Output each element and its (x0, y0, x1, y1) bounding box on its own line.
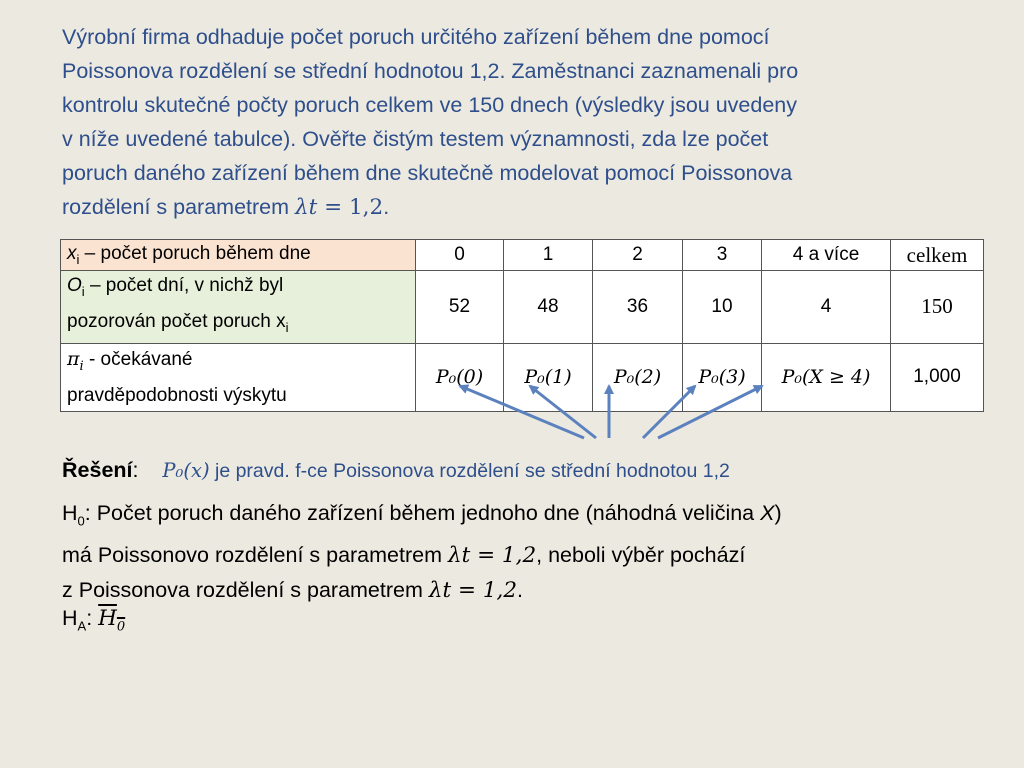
null-hypothesis (62, 496, 992, 608)
table-cell: 52 (416, 271, 504, 344)
h0-var-x: X (760, 501, 775, 525)
pi-label: - očekávané (83, 348, 193, 370)
probability-cell: P₀(0) (416, 343, 504, 412)
table-cell: 1 (504, 240, 593, 271)
problem-line-4: v níže uvedené tabulce). Ověřte čistým testem významnosti, zda lze počet (62, 127, 769, 151)
solution-title: Řešení (62, 458, 133, 482)
h0-line-3-end: . (517, 578, 524, 603)
h0-line-1-end: ) (774, 501, 782, 525)
equals-value: = 1,2 (317, 195, 384, 220)
arrow-to-p0-4 (658, 386, 762, 438)
h0-line-3-math: λt = 1,2 (428, 578, 518, 604)
solution-description: je pravd. f-ce Poissonova rozdělení se střední hodnotou 1,2 (209, 460, 730, 482)
oi-sub: i (81, 283, 85, 299)
solution-colon: : (132, 458, 139, 482)
lambda-t-math: λt (295, 195, 318, 220)
oi-label: – počet dní, v nichž byl (84, 275, 284, 296)
h0-line-2-text: má Poissonovo rozdělení s parametrem (62, 543, 448, 568)
h0-label: H (62, 501, 78, 525)
alternative-hypothesis (62, 606, 125, 634)
h0-line-2-math: λt = 1,2 (447, 543, 537, 569)
probability-cell: P₀(3) (683, 343, 762, 412)
xi-label: – počet poruch během dne (79, 243, 311, 265)
h0-label-sub: 0 (77, 513, 85, 529)
arrow-to-p0-3 (643, 386, 695, 438)
solution-row (62, 458, 730, 483)
xi-sub: i (76, 251, 80, 267)
table-cell: 4 a více (762, 240, 891, 271)
ha-label: H (62, 606, 78, 630)
h0-line-1 (62, 496, 992, 538)
h0-line-3-text: z Poissonova rozdělení s parametrem (62, 578, 429, 603)
problem-line-3: kontrolu skutečné počty poruch celkem ve 150 dnech (výsledky jsou uvedeny (62, 93, 797, 117)
table-cell: 0 (416, 240, 504, 271)
oi-label-line2: pozorován počet poruch x (67, 310, 286, 332)
pi-var: π (67, 347, 80, 370)
oi-var: O (67, 275, 82, 296)
table-cell: 10 (683, 271, 762, 344)
table-cell: 2 (593, 240, 683, 271)
probability-cell: P₀(X ≥ 4) (762, 343, 891, 412)
h0-line-1-text: : Počet poruch daného zařízení během jednoho dne (náhodná veličina (84, 501, 761, 525)
negated-h0 (98, 606, 126, 635)
problem-line-2: Poissonova rozdělení se střední hodnotou 1,2. Zaměstnanci zaznamenali pro (62, 59, 799, 83)
p0x-math: P₀(x) (162, 459, 210, 482)
probability-cell: P₀(2) (593, 343, 683, 412)
problem-line-6-end: . (383, 195, 390, 219)
negated-h0-base: H (98, 606, 117, 631)
ha-colon: : (86, 606, 99, 630)
table-cell: 36 (593, 271, 683, 344)
pi-sub: i (79, 358, 84, 374)
pi-label-line2: pravděpodobnosti výskytu (67, 385, 287, 407)
h0-line-3 (62, 573, 992, 608)
total-count-cell: 150 (891, 271, 984, 344)
probability-cell: P₀(1) (504, 343, 593, 412)
table-cell: 48 (504, 271, 593, 344)
total-probability-cell: 1,000 (891, 343, 984, 412)
oi-label-line2-sub: i (285, 319, 289, 335)
problem-line-6-text: rozdělení s parametrem (62, 195, 296, 219)
h0-line-2 (62, 538, 992, 573)
problem-line-1: Výrobní firma odhaduje počet poruch určitého zařízení během dne pomocí (62, 25, 770, 49)
problem-line-5: poruch daného zařízení během dne skutečně modelovat pomocí Poissonova (62, 161, 793, 185)
ha-label-sub: A (77, 618, 87, 634)
negated-h0-sub: 0 (116, 619, 126, 635)
table-cell: 4 (762, 271, 891, 344)
xi-var: x (67, 243, 77, 265)
h0-line-2-end: , neboli výběr pochází (536, 543, 746, 568)
table-cell: 3 (683, 240, 762, 271)
total-header-cell: celkem (891, 240, 984, 271)
